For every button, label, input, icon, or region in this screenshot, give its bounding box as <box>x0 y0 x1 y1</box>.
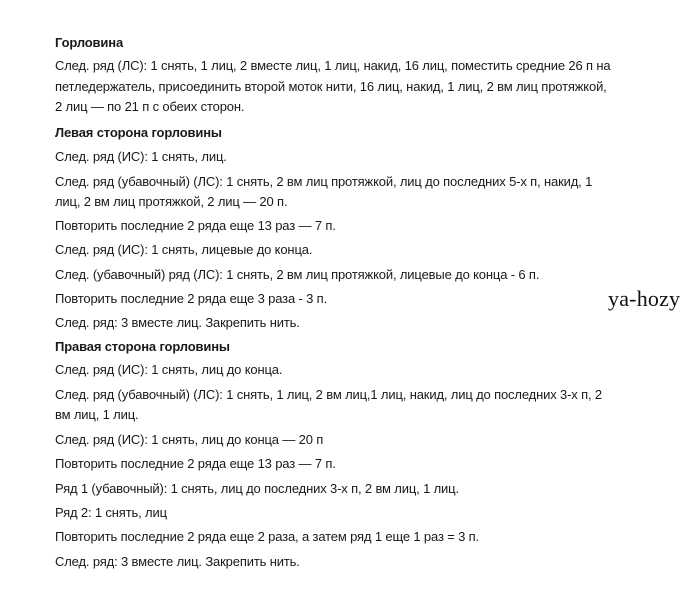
text-line: Ряд 2: 1 снять, лиц <box>55 505 167 520</box>
text-line: След. ряд (ИС): 1 снять, лиц до конца. <box>55 362 283 377</box>
watermark-text: ya-hozy <box>608 286 681 311</box>
text-line: Повторить последние 2 ряда еще 13 раз — 7 п. <box>55 218 336 233</box>
text-line: лиц, 2 вм лиц протяжкой, 2 лиц — 20 п. <box>55 194 288 209</box>
text-line: След. ряд (ИС): 1 снять, лиц до конца — 20 п <box>55 432 324 447</box>
text-line: След. (убавочный) ряд (ЛС): 1 снять, 2 вм лиц протяжкой, лицевые до конца - 6 п. <box>55 267 540 282</box>
text-line: петледержатель, присоединить второй моток нити, 16 лиц, накид, 1 лиц, 2 вм лиц протяжкой, <box>55 79 607 94</box>
text-line: След. ряд (ИС): 1 снять, лицевые до конца. <box>55 242 313 257</box>
text-line: Повторить последние 2 ряда еще 2 раза, а затем ряд 1 еще 1 раз = 3 п. <box>55 529 480 544</box>
section-title: Горловина <box>55 35 124 50</box>
text-line: След. ряд (убавочный) (ЛС): 1 снять, 1 лиц, 2 вм лиц,1 лиц, накид, лиц до последних 3-х п, 2 <box>55 387 602 402</box>
text-line: След. ряд (убавочный) (ЛС): 1 снять, 2 вм лиц протяжкой, лиц до последних 5-х п, накид, 1 <box>55 174 593 189</box>
text-line: 2 лиц — по 21 п с обеих сторон. <box>55 99 245 114</box>
text-line: Повторить последние 2 ряда еще 13 раз — 7 п. <box>55 456 336 471</box>
text-line: Повторить последние 2 ряда еще 3 раза - 3 п. <box>55 291 328 306</box>
text-line: След. ряд: 3 вместе лиц. Закрепить нить. <box>55 554 300 569</box>
text-line: Ряд 1 (убавочный): 1 снять, лиц до последних 3-х п, 2 вм лиц, 1 лиц. <box>55 481 459 496</box>
text-line: След. ряд (ЛС): 1 снять, 1 лиц, 2 вместе лиц, 1 лиц, накид, 16 лиц, поместить средние 26 п на <box>55 58 611 73</box>
subsection-heading-left: Левая сторона горловины <box>55 125 222 140</box>
text-line: вм лиц, 1 лиц. <box>55 407 139 422</box>
subsection-heading-right: Правая сторона горловины <box>55 339 230 354</box>
text-line: След. ряд: 3 вместе лиц. Закрепить нить. <box>55 315 300 330</box>
text-line: След. ряд (ИС): 1 снять, лиц. <box>55 149 227 164</box>
